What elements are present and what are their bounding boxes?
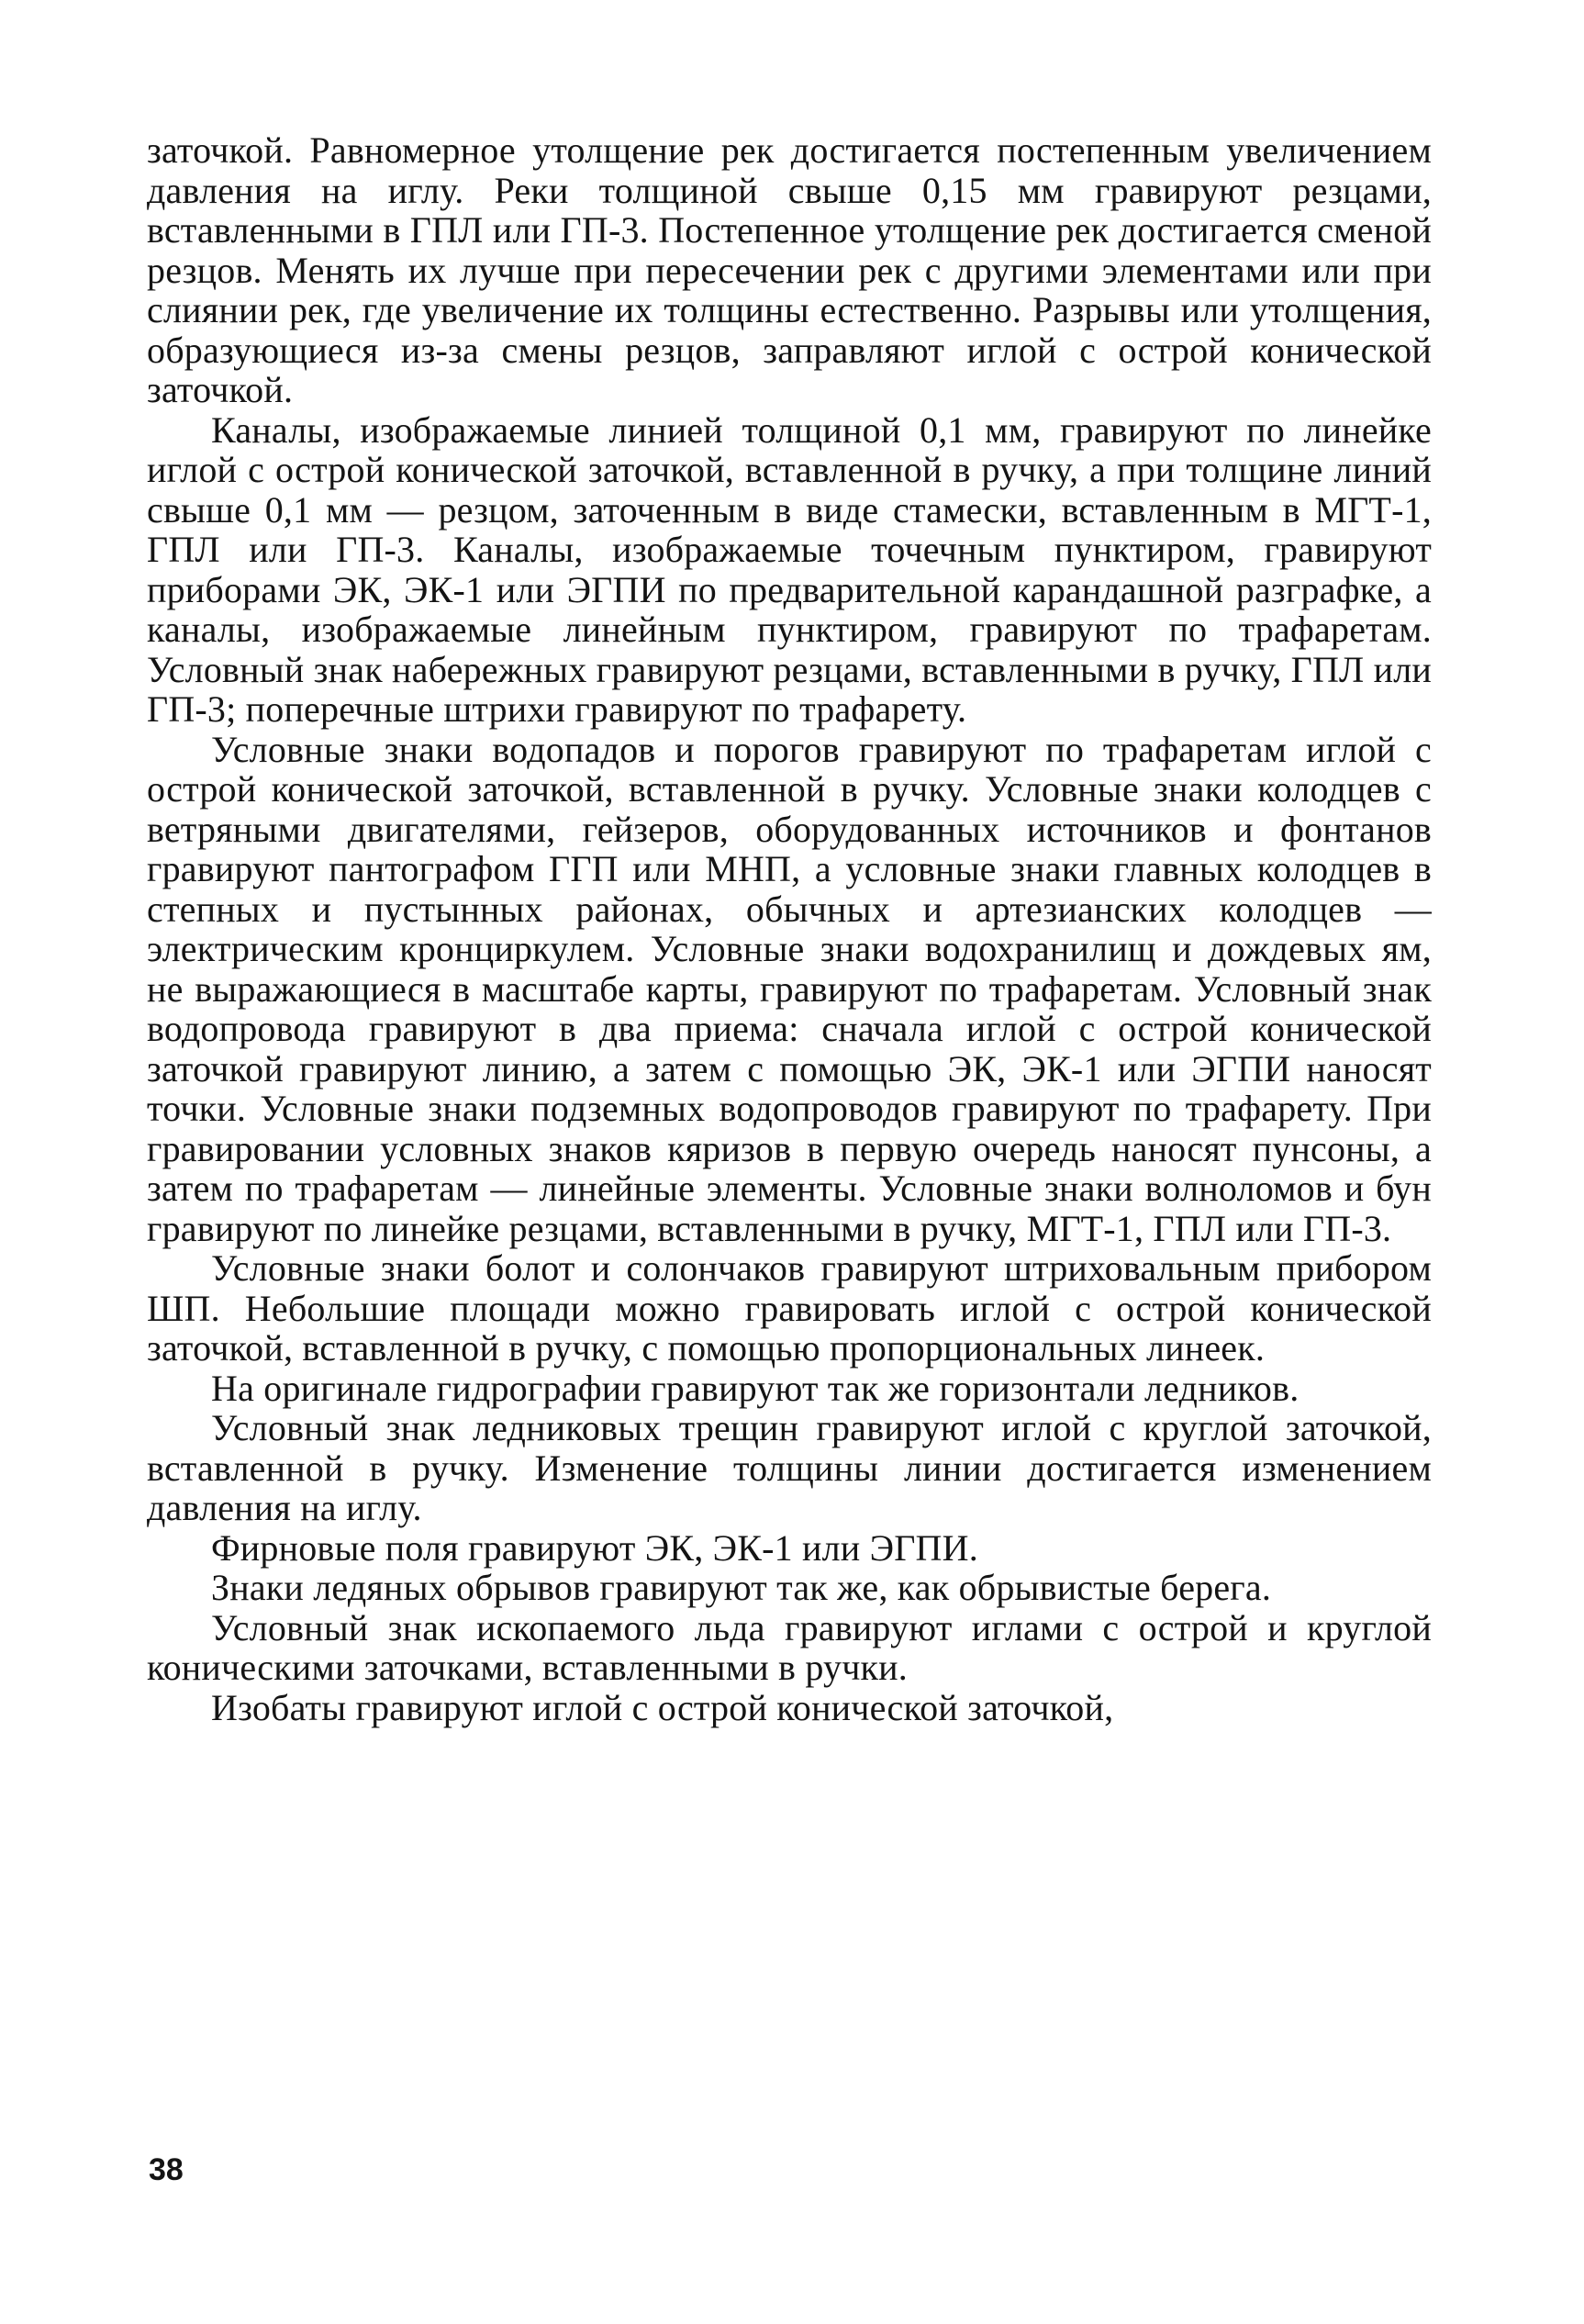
paragraph-glacier-contours: На оригинале гидрографии гравируют так же горизонтали ледников. xyxy=(211,1367,1300,1409)
paragraph-waterfalls-wells: Условные знаки водопадов и порогов гравируют по трафаретам иглой с острой конической заточкой, вставленной в ручку. Условные знаки колодцев с ветряными двигателями, гейзеров, оборудованных источников и фонтанов гравируют пантографом ГГП или МНП, а условные знаки главных колодцев в степных и пустынных районах, обычных и артезианских колодцев — электрическим кронциркулем. Условные знаки водохранилищ и дождевых ям, не выражающиеся в масштабе карты, гравируют по трафаретам. Условный знак водопровода гравируют в два приема: сначала иглой с острой конической заточкой гравируют линию, а затем с помощью ЭК, ЭК-1 или ЭГПИ наносят точки. Условные знаки подземных водопроводов гравируют по трафарету. При гравировании условных знаков кяризов в первую очередь наносят пунсоны, а затем по трафаретам — линейные элементы. Условные знаки волноломов и бун гравируют по линейке резцами, вставленными в ручку, МГТ-1, ГПЛ или ГП-3. xyxy=(147,728,1432,1249)
page-number: 38 xyxy=(149,2152,184,2187)
paragraph-glacier-cracks: Условный знак ледниковых трещин гравируют иглой с круглой заточкой, вставленной в ручку. Изменение толщины линии достигается изменением давления на иглу. xyxy=(147,1407,1432,1528)
paragraph-canals: Каналы, изображаемые линией толщиной 0,1 мм, гравируют по линейке иглой с острой конической заточкой, вставленной в ручку, а при толщине линий свыше 0,1 мм — резцом, заточенным в виде стамески, вставленным в МГТ-1, ГПЛ или ГП-3. Каналы, изображаемые точечным пунктиром, гравируют приборами ЭК, ЭК-1 или ЭГПИ по предварительной карандашной разграфке, а каналы, изображаемые линейным пунктиром, гравируют по трафаретам. Условный знак набережных гравируют резцами, вставленными в ручку, ГПЛ или ГП-3; поперечные штрихи гравируют по трафарету. xyxy=(147,408,1432,730)
paragraph-continuation: заточкой. Равномерное утолщение рек достигается постепенным увеличением давления на иглу. Реки толщиной свыше 0,15 мм гравируют резцами, вставленными в ГПЛ или ГП-3. Постепенное утолщение рек достигается сменой резцов. Менять их лучше при пересечении рек с другими элементами или при слиянии рек, где увеличение их толщины естественно. Разрывы или утолщения, образующиеся из-за смены резцов, заправляют иглой с острой конической заточкой. xyxy=(147,129,1432,410)
paragraph-isobaths: Изобаты гравируют иглой с острой конической заточкой, xyxy=(211,1686,1114,1728)
body-text xyxy=(147,130,1432,1727)
paragraph-ice-cliffs: Знаки ледяных обрывов гравируют так же, как обрывистые берега. xyxy=(211,1567,1272,1608)
paragraph-firn-fields: Фирновые поля гравируют ЭК, ЭК-1 или ЭГПИ. xyxy=(211,1526,978,1569)
paragraph-fossil-ice: Условный знак ископаемого льда гравируют иглами с острой и круглой коническими заточками, вставленными в ручки. xyxy=(147,1606,1432,1688)
paragraph-swamps: Условные знаки болот и солончаков гравируют штриховальным прибором ШП. Небольшие площади можно гравировать иглой с острой конической заточкой, вставленной в ручку, с помощью пропорциональных линеек. xyxy=(147,1247,1432,1369)
